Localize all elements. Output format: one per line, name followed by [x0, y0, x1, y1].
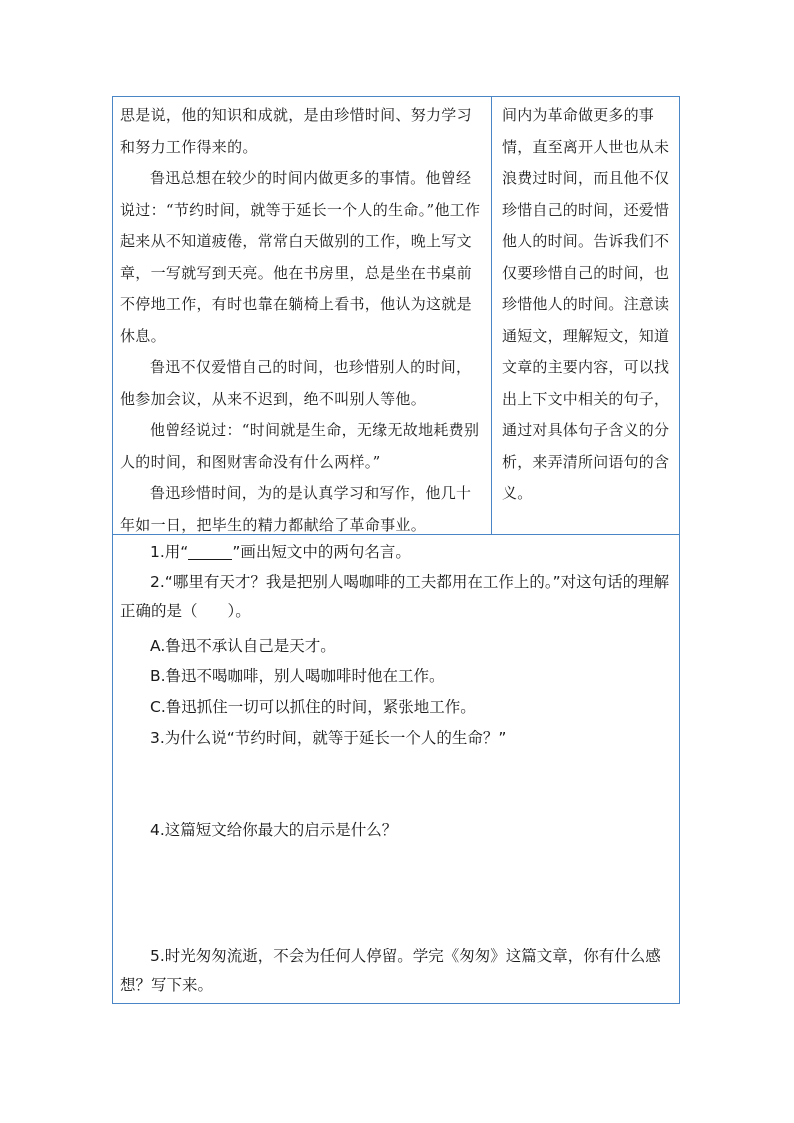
question-3-text: 3.为什么说“节约时间，就等于延长一个人的生命？”: [150, 729, 507, 747]
question-5-text: 5.时光匆匆流逝，不会为任何人停留。学完《匆匆》这篇文章，你有什么感想？写下来。: [120, 947, 661, 994]
question-4: [120, 816, 676, 845]
question-1-before: 1.用“: [150, 543, 189, 561]
passage-paragraph-3: 鲁迅不仅爱惜自己的时间，也珍惜别人的时间，他参加会议，从来不迟到，绝不叫别人等他。: [120, 358, 472, 408]
passage-paragraph-4: 他曾经说过：“时间就是生命，无缘无故地耗费别人的时间，和图财害命没有什么两样。”: [120, 421, 480, 471]
passage-paragraph-5: 鲁迅珍惜时间，为的是认真学习和写作，他几十年如一日，把毕生的精力都献给了革命事业。: [120, 484, 472, 534]
question-1-after: ”画出短文中的两句名言。: [232, 543, 411, 561]
question-2-before: 2.“哪里有天才？我是把别人喝咖啡的工夫都用在工作上的。”对这句话的理解正确的是（: [120, 573, 670, 620]
underline-blank: [188, 544, 232, 561]
question-2: [120, 568, 676, 626]
passage-column: [120, 100, 486, 541]
option-a: [120, 632, 676, 661]
question-4-text: 4.这篇短文给你最大的启示是什么？: [150, 821, 398, 839]
option-c: [120, 693, 676, 722]
question-2-after: ）。: [227, 602, 251, 620]
question-1: [120, 538, 676, 567]
side-note-text: 间内为革命做更多的事情，直至离开人世也从未浪费过时间，而且他不仅珍惜自己的时间，还爱惜他人的时间。告诉我们不仅要珍惜自己的时间，也珍惜他人的时间。注意读通短文，理解短文，知道文章的主要内容，可以找出上下文中相关的句子，通过对具体句子含义的分析，来弄清所问语句的含义。: [502, 106, 670, 502]
passage-paragraph-2: 鲁迅总想在较少的时间内做更多的事情。他曾经说过：“节约时间，就等于延长一个人的生命。”他工作起来从不知道疲倦，常常白天做别的工作，晚上写文章，一写就写到天亮。他在书房里，总是坐在书桌前不停地工作，有时也靠在躺椅上看书，他认为这就是休息。: [120, 169, 481, 345]
side-note-column: [502, 100, 674, 510]
question-5: [120, 942, 676, 1000]
question-3: [120, 724, 676, 753]
option-b: [120, 662, 676, 691]
column-divider: [491, 96, 492, 534]
option-a-text: A.鲁迅不承认自己是天才。: [150, 637, 336, 655]
option-b-text: B.鲁迅不喝咖啡，别人喝咖啡时他在工作。: [150, 667, 445, 685]
passage-paragraph-1: 思是说，他的知识和成就，是由珍惜时间、努力学习和努力工作得来的。: [120, 106, 472, 156]
option-c-text: C.鲁迅抓住一切可以抓住的时间，紧张地工作。: [150, 698, 476, 716]
